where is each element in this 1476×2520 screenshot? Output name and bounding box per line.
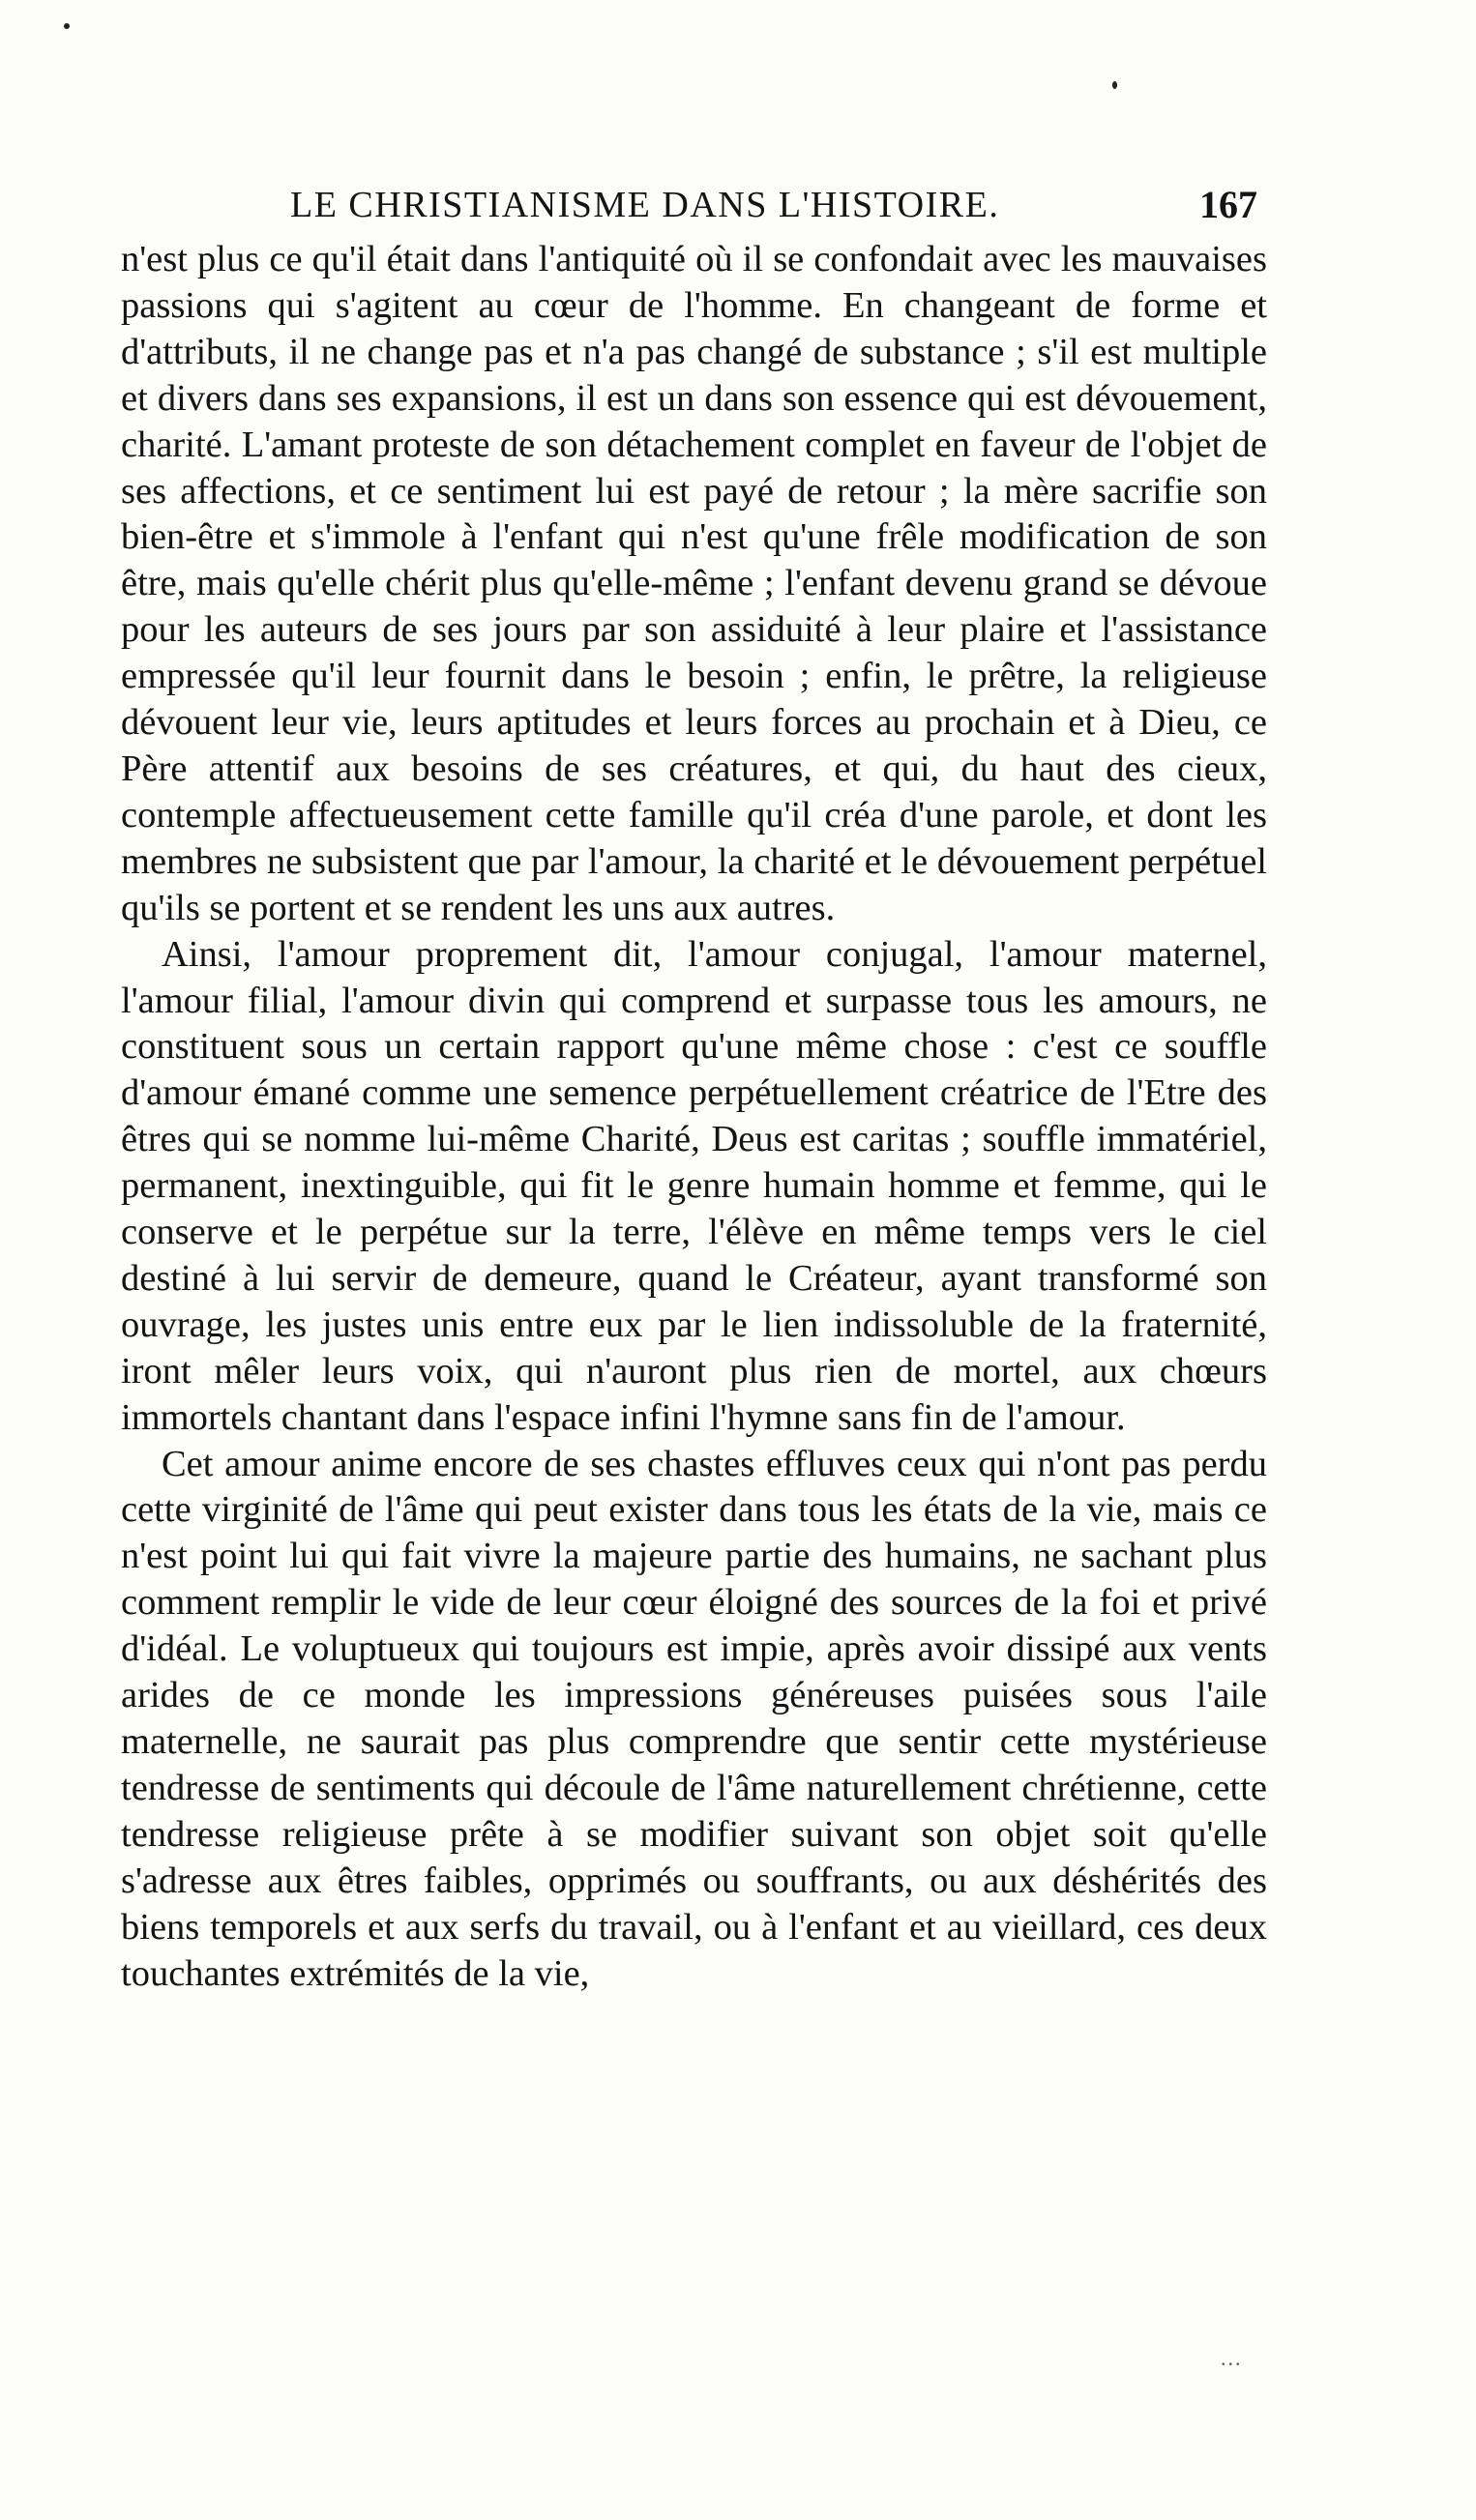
footer-mark: ... [1221, 2346, 1243, 2370]
running-head: LE CHRISTIANISME DANS L'HISTOIRE. [290, 185, 1000, 225]
paragraph: n'est plus ce qu'il était dans l'antiquité où il se confondait avec les mauvaises passions qui s'agitent au cœur de l'homme. En changeant de forme et d'attributs, il ne change pas et n'a pas changé de substance ; s'il est multiple et divers dans ses expansions, il est un dans son essence qui est dévouement, charité. L'amant proteste de son détachement complet en faveur de l'objet de ses affections, et ce sentiment lui est payé de retour ; la mère sacrifie son bien-être et s'immole à l'enfant qui n'est qu'une frêle modification de son être, mais qu'elle chérit plus qu'elle-même ; l'enfant devenu grand se dévoue pour les auteurs de ses jours par son assiduité à leur plaire et l'assistance empressée qu'il leur fournit dans le besoin ; enfin, le prêtre, la religieuse dévouent leur vie, leurs aptitudes et leurs forces au prochain et à Dieu, ce Père attentif aux besoins de ses créatures, et qui, du haut des cieux, contemple affectueusement cette famille qu'il créa d'une parole, et dont les membres ne subsistent que par l'amour, la charité et le dévouement perpétuel qu'ils se portent et se rendent les uns aux autres. [121, 239, 1267, 928]
page-number: 167 [1199, 183, 1257, 226]
paragraph: Ainsi, l'amour proprement dit, l'amour conjugal, l'amour maternel, l'amour filial, l'amour divin qui comprend et surpasse tous les amours, ne constituent sous un certain rapport qu'une même chose : c'est ce souffle d'amour émané comme une semence perpétuellement créatrice de l'Etre des êtres qui se nomme lui-même Charité, Deus est caritas ; souffle immatériel, permanent, inextinguible, qui fit le genre humain homme et femme, qui le conserve et le perpétue sur la terre, l'élève en même temps vers le ciel destiné à lui servir de demeure, quand le Créateur, ayant transformé son ouvrage, les justes unis entre eux par le lien indissoluble de la fraternité, iront mêler leurs voix, qui n'auront plus rien de mortel, aux chœurs immortels chantant dans l'espace infini l'hymne sans fin de l'amour. [121, 933, 1267, 1438]
body-text [121, 237, 1267, 1997]
ink-speck [64, 23, 70, 29]
ink-speck [1112, 81, 1117, 89]
paragraph: Cet amour anime encore de ses chastes effluves ceux qui n'ont pas perdu cette virginité de l'âme qui peut exister dans tous les états de la vie, mais ce n'est point lui qui fait vivre la majeure partie des humains, ne sachant plus comment remplir le vide de leur cœur éloigné des sources de la foi et privé d'idéal. Le voluptueux qui toujours est impie, après avoir dissipé aux vents arides de ce monde les impressions généreuses puisées sous l'aile maternelle, ne saurait pas plus comprendre que sentir cette mystérieuse tendresse de sentiments qui découle de l'âme naturellement chrétienne, cette tendresse religieuse prête à se modifier suivant son objet soit qu'elle s'adresse aux êtres faibles, opprimés ou souffrants, ou aux déshérités des biens temporels et aux serfs du travail, ou à l'enfant et au vieillard, ces deux touchantes extrémités de la vie, [121, 1443, 1267, 1994]
